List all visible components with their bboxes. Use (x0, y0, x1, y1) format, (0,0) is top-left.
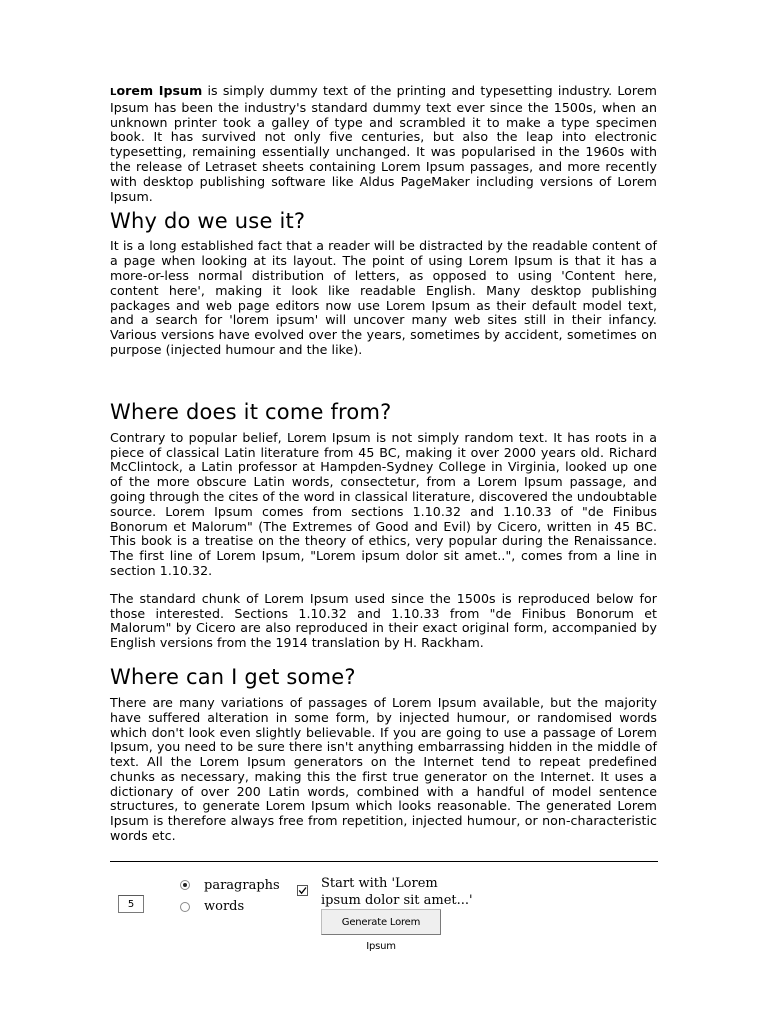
intro-text: is simply dummy text of the printing and typesetting industry. Lorem Ipsum has been the industry's standard dummy text ever since the 1500s, when an unknown printer took a galley of type and scrambled it to make a type specimen book. It has survived not only five centuries, but also the leap into electronic typesetting, remaining essentially unchanged. It was popularised in the 1960s with the release of Letraset sheets containing Lorem Ipsum passages, and more recently with desktop publishing software like Aldus PageMaker including versions of Lorem Ipsum. (110, 83, 657, 204)
paragraph-where-get: There are many variations of passages of Lorem Ipsum available, but the majority have suffered alteration in some form, by injected humour, or randomised words which don't look even slightly believable. If you are going to use a passage of Lorem Ipsum, you need to be sure there isn't anything embarrassing hidden in the middle of text. All the Lorem Ipsum generators on the Internet tend to repeat predefined chunks as necessary, making this the first true generator on the Internet. It uses a dictionary of over 200 Latin words, combined with a handful of model sentence structures, to generate Lorem Ipsum which looks reasonable. The generated Lorem Ipsum is therefore always free from repetition, injected humour, or non-characteristic words etc. (110, 694, 657, 844)
amount-input[interactable] (118, 895, 144, 913)
divider (110, 861, 658, 862)
radio-words[interactable] (180, 902, 190, 912)
intro-first-letter: L (110, 87, 117, 98)
label-words[interactable]: words (204, 899, 245, 914)
paragraph-where-from-2: The standard chunk of Lorem Ipsum used since the 1500s is reproduced below for those interested. Sections 1.10.32 and 1.10.33 from "de Finibus Bonorum et Malorum" by Cicero are also reproduced in their exact original form, accompanied by English versions from the 1914 translation by H. Rackham. (110, 590, 657, 651)
intro-lead (110, 83, 202, 98)
heading-why-use: Why do we use it? (110, 209, 306, 234)
heading-where-get: Where can I get some? (110, 664, 356, 689)
paragraph-where-from-1: Contrary to popular belief, Lorem Ipsum is not simply random text. It has roots in a piece of classical Latin literature from 45 BC, making it over 2000 years old. Richard McClintock, a Latin professor at Hampden-Sydney College in Virginia, looked up one of the more obscure Latin words, consectetur, from a Lorem Ipsum passage, and going through the cites of the word in classical literature, discovered the undoubtable source. Lorem Ipsum comes from sections 1.10.32 and 1.10.33 of "de Finibus Bonorum et Malorum" (The Extremes of Good and Evil) by Cicero, written in 45 BC. This book is a treatise on the theory of ethics, very popular during the Renaissance. The first line of Lorem Ipsum, "Lorem ipsum dolor sit amet..", comes from a line in section 1.10.32. (110, 429, 657, 578)
radio-paragraphs[interactable] (180, 880, 190, 890)
heading-where-from: Where does it come from? (110, 399, 392, 424)
label-paragraphs[interactable]: paragraphs (204, 878, 280, 893)
intro-paragraph (110, 84, 657, 204)
start-with-checkbox[interactable] (297, 885, 308, 896)
intro-bold-text: orem Ipsum (116, 83, 203, 98)
start-with-label[interactable]: Start with 'Lorem ipsum dolor sit amet...' (321, 876, 473, 908)
article (110, 84, 657, 844)
generate-button[interactable]: Generate Lorem Ipsum (321, 909, 441, 935)
checkmark-icon (298, 886, 307, 895)
paragraph-why-use: It is a long established fact that a reader will be distracted by the readable content of a page when looking at its layout. The point of using Lorem Ipsum is that it has a more-or-less normal distribution of letters, as opposed to using 'Content here, content here', making it look like readable English. Many desktop publishing packages and web page editors now use Lorem Ipsum as their default model text, and a search for 'lorem ipsum' will uncover many web sites still in their infancy. Various versions have evolved over the years, sometimes by accident, sometimes on purpose (injected humour and the like). (110, 238, 657, 357)
